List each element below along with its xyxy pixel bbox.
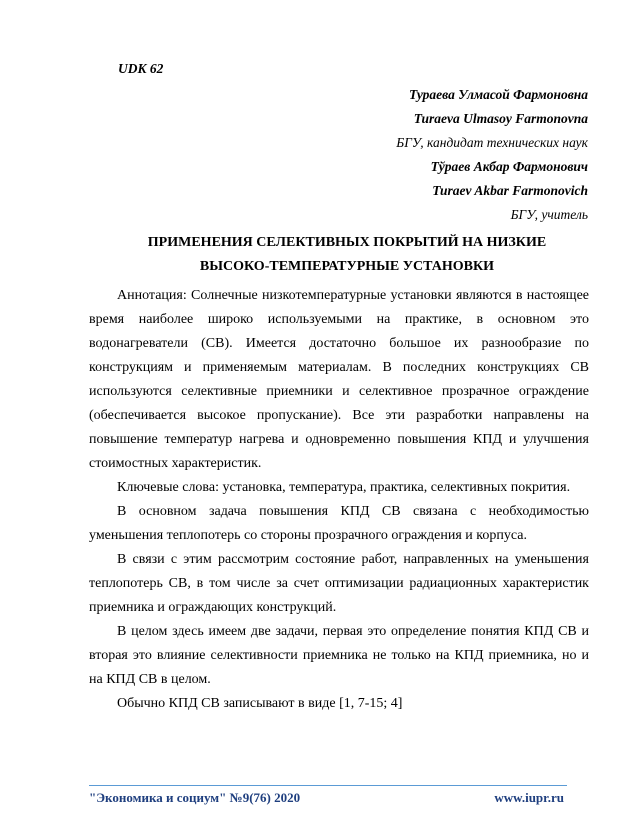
keywords-paragraph: Ключевые слова: установка, температура, практика, селективных покрития.: [117, 480, 571, 495]
article-title-line-2: ВЫСОКО-ТЕМПЕРАТУРНЫЕ УСТАНОВКИ: [199, 259, 495, 274]
body-paragraph: В основном задача повышения КПД СВ связана с необходимостью уменьшения теплопотерь со стороны прозрачного ограждения и корпуса.: [89, 504, 589, 543]
author-name-ru-2: Тўраев Акбар Фармонович: [430, 159, 588, 174]
author-affiliation-1: БГУ, кандидат технических наук: [396, 135, 588, 150]
body-paragraph: В связи с этим рассмотрим состояние работ, направленных на уменьшения теплопотерь СВ, в том числе за счет оптимизации радиационных характеристик приемника и ограждающих конструкций.: [89, 552, 589, 615]
abstract-paragraph: Аннотация: Солнечные низкотемпературные установки являются в настоящее время наиболее широко используемыми на практике, в основном это водонагреватели (СВ). Имеется достаточно большое их разнообразие по конструкциям и применяемым материалам. В последних конструкциях СВ используются селективные приемники и селективное прозрачное ограждение (обеспечивается высокое пропускание). Все эти разработки направлены на повышение температур нагрева и одновременно повышения КПД и улучшения стоимостных характеристик.: [89, 288, 589, 471]
footer-divider: [89, 785, 567, 786]
author-name-en-2: Turaev Akbar Farmonovich: [432, 183, 588, 198]
footer-website: www.iupr.ru: [494, 790, 564, 805]
author-affiliation-2: БГУ, учитель: [510, 207, 588, 222]
author-name-en-1: Turaeva Ulmasoy Farmonovna: [413, 111, 588, 126]
udk-code: UDK 62: [118, 61, 164, 76]
article-title-line-1: ПРИМЕНЕНИЯ СЕЛЕКТИВНЫХ ПОКРЫТИЙ НА НИЗКИЕ: [147, 235, 547, 250]
footer-journal: "Экономика и социум" №9(76) 2020: [89, 790, 301, 805]
article-body: [89, 284, 589, 716]
body-paragraph: В целом здесь имеем две задачи, первая это определение понятия КПД СВ и вторая это влияние селективности приемника не только на КПД приемника, но и на КПД СВ в целом.: [89, 624, 589, 687]
body-paragraph: Обычно КПД СВ записывают в виде [1, 7-15; 4]: [117, 696, 403, 711]
author-name-ru-1: Тураева Улмасой Фармоновна: [408, 87, 588, 102]
